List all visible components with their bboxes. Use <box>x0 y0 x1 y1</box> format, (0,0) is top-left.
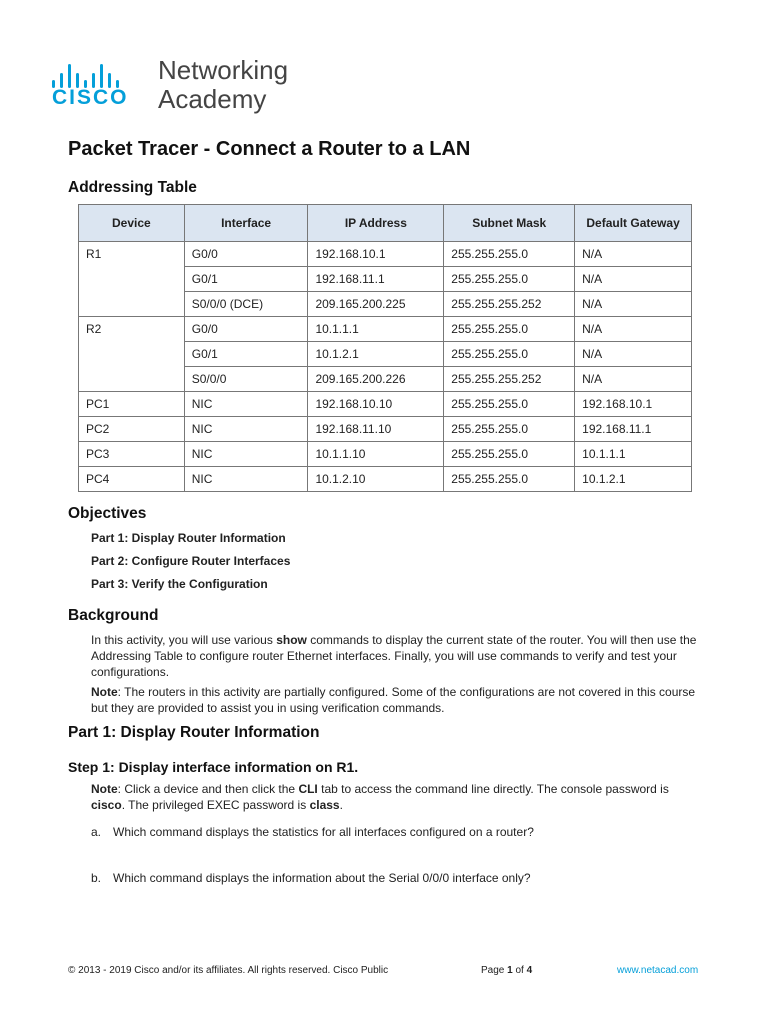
table-cell: 255.255.255.0 <box>444 317 575 342</box>
objective-item: Part 1: Display Router Information <box>91 531 286 545</box>
table-cell: 192.168.10.1 <box>308 242 444 267</box>
note-label: Note <box>91 782 118 796</box>
table-cell: N/A <box>575 242 692 267</box>
column-header: Subnet Mask <box>444 205 575 242</box>
table-row <box>79 242 692 267</box>
part1-heading: Part 1: Display Router Information <box>68 724 320 741</box>
column-header: Interface <box>184 205 308 242</box>
logo-title <box>158 56 288 114</box>
objective-item: Part 3: Verify the Configuration <box>91 577 268 591</box>
cisco-wordmark: CISCO <box>52 86 129 109</box>
question-a <box>91 825 534 839</box>
table-cell: 10.1.2.1 <box>308 342 444 367</box>
table-cell <box>79 292 185 317</box>
column-header: Device <box>79 205 185 242</box>
table-cell: 192.168.10.1 <box>575 392 692 417</box>
table-cell: G0/0 <box>184 317 308 342</box>
table-cell: NIC <box>184 442 308 467</box>
table-cell: 192.168.11.1 <box>308 267 444 292</box>
text-run: tab to access the command line directly. The console password is <box>317 782 669 796</box>
table-cell: 209.165.200.226 <box>308 367 444 392</box>
question-label: a. <box>91 825 102 839</box>
step1-note <box>91 781 701 813</box>
table-cell: N/A <box>575 342 692 367</box>
text-run: : The routers in this activity are partially configured. Some of the configurations are not covered in this course but they are provided to assist you in using verification commands. <box>91 685 696 715</box>
column-header: IP Address <box>308 205 444 242</box>
text-run: of <box>512 965 527 976</box>
text-run: Page <box>481 965 508 976</box>
step1-heading: Step 1: Display interface information on R1. <box>68 759 359 775</box>
text-run: : Click a device and then click the <box>117 782 299 796</box>
text-run-bold: cisco <box>91 798 122 812</box>
table-cell: N/A <box>575 317 692 342</box>
cisco-bars-icon <box>52 62 152 88</box>
background-paragraph <box>91 632 701 680</box>
table-cell: N/A <box>575 267 692 292</box>
table-cell: G0/1 <box>184 342 308 367</box>
text-run-bold: class <box>309 798 340 812</box>
text-run: . <box>339 798 343 812</box>
table-row <box>79 317 692 342</box>
footer-link[interactable]: www.netacad.com <box>617 965 699 976</box>
cisco-networking-academy-logo <box>52 56 312 120</box>
table-cell: 255.255.255.252 <box>444 367 575 392</box>
table-row <box>79 442 692 467</box>
objectives-list <box>91 531 290 600</box>
table-cell: G0/1 <box>184 267 308 292</box>
table-cell: 255.255.255.0 <box>444 267 575 292</box>
background-note <box>91 684 701 716</box>
question-label: b. <box>91 871 102 885</box>
table-cell: N/A <box>575 292 692 317</box>
objective-item: Part 2: Configure Router Interfaces <box>91 554 291 568</box>
footer-page-number <box>481 965 532 976</box>
question-text: Which command displays the statistics for all interfaces configured on a router? <box>113 825 534 839</box>
table-cell: 192.168.11.10 <box>308 417 444 442</box>
table-cell: N/A <box>575 367 692 392</box>
table-row <box>79 367 692 392</box>
table-cell: 10.1.1.1 <box>575 442 692 467</box>
footer-copyright: © 2013 - 2019 Cisco and/or its affiliates. All rights reserved. Cisco Public <box>68 965 389 976</box>
table-cell: 209.165.200.225 <box>308 292 444 317</box>
table-row <box>79 417 692 442</box>
table-row <box>79 292 692 317</box>
table-cell <box>79 267 185 292</box>
table-cell: 192.168.11.1 <box>575 417 692 442</box>
table-cell: 255.255.255.252 <box>444 292 575 317</box>
text-run: . The privileged EXEC password is <box>121 798 310 812</box>
table-cell: 10.1.1.10 <box>308 442 444 467</box>
table-cell: PC1 <box>79 392 185 417</box>
table-row <box>79 267 692 292</box>
table-cell: NIC <box>184 417 308 442</box>
note-label: Note <box>91 685 118 699</box>
page-total: 4 <box>526 965 533 976</box>
table-cell: 10.1.2.10 <box>308 467 444 492</box>
table-cell: NIC <box>184 467 308 492</box>
table-cell <box>79 342 185 367</box>
table-cell: PC2 <box>79 417 185 442</box>
table-cell: 192.168.10.10 <box>308 392 444 417</box>
table-cell: 255.255.255.0 <box>444 242 575 267</box>
question-text: Which command displays the information about the Serial 0/0/0 interface only? <box>113 871 531 885</box>
logo-line-academy: Academy <box>158 84 267 114</box>
addressing-table <box>78 204 692 492</box>
table-cell: S0/0/0 (DCE) <box>184 292 308 317</box>
logo-line-networking: Networking <box>158 55 289 85</box>
table-cell <box>79 367 185 392</box>
text-run-bold: show <box>276 633 307 647</box>
table-row <box>79 392 692 417</box>
objectives-heading: Objectives <box>68 505 147 522</box>
text-run: commands to display the current state of the router. You will then use the Addressing Table to configure router Ethernet interfaces. Finally, you will use commands to verify and test your configurations. <box>91 633 697 679</box>
table-cell: 255.255.255.0 <box>444 467 575 492</box>
table-cell: PC3 <box>79 442 185 467</box>
table-cell: 255.255.255.0 <box>444 342 575 367</box>
table-cell: NIC <box>184 392 308 417</box>
text-run-bold: CLI <box>298 782 318 796</box>
table-cell: R1 <box>79 242 185 267</box>
table-cell: S0/0/0 <box>184 367 308 392</box>
page-current: 1 <box>507 965 513 976</box>
text-run: In this activity, you will use various <box>91 633 277 647</box>
question-b <box>91 871 531 885</box>
table-cell: G0/0 <box>184 242 308 267</box>
column-header: Default Gateway <box>575 205 692 242</box>
addressing-table-heading: Addressing Table <box>68 179 197 196</box>
table-cell: R2 <box>79 317 185 342</box>
table-cell: 10.1.1.1 <box>308 317 444 342</box>
background-heading: Background <box>68 607 159 624</box>
table-cell: PC4 <box>79 467 185 492</box>
table-row <box>79 342 692 367</box>
table-header-row <box>79 205 692 242</box>
table-row <box>79 467 692 492</box>
table-cell: 10.1.2.1 <box>575 467 692 492</box>
table-cell: 255.255.255.0 <box>444 392 575 417</box>
table-cell: 255.255.255.0 <box>444 442 575 467</box>
document-title: Packet Tracer - Connect a Router to a LAN <box>68 138 471 160</box>
table-cell: 255.255.255.0 <box>444 417 575 442</box>
